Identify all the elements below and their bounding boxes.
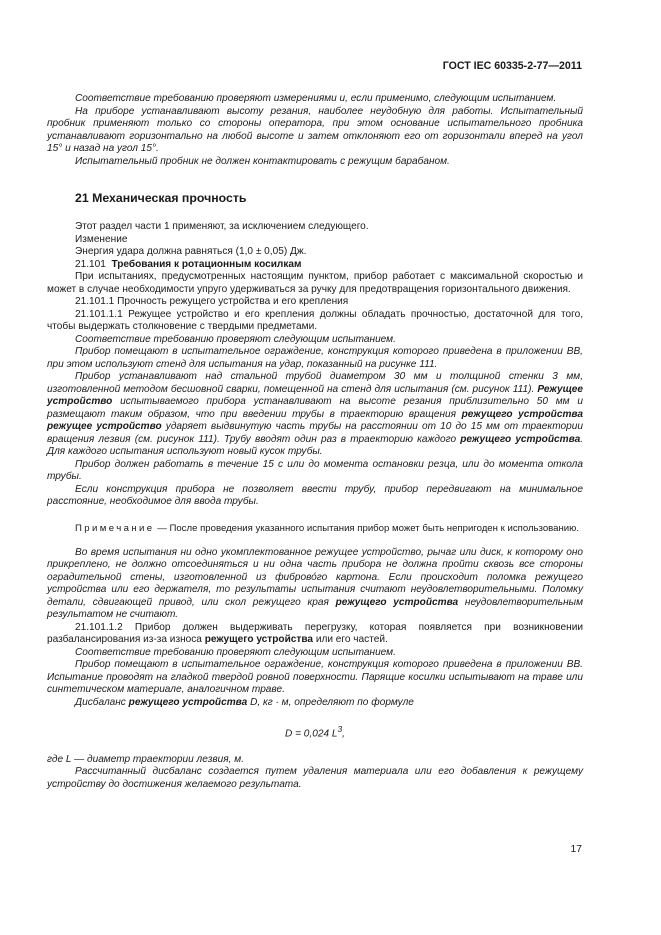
text-run: или его держателя, то результаты испытания считают неудовлетворительными. Поломку детали, сдвигающей привод, или скол режущего края bbox=[47, 584, 583, 608]
text-run: D, кг · м, определяют по формуле bbox=[247, 696, 414, 708]
page-header-standard: ГОСТ IEC 60335-2-77—2011 bbox=[442, 60, 582, 72]
paragraph: Если конструкция прибора не позволяет ввести трубу, прибор передвигают на минимальное расстояние, необходимое для ввода трубы. bbox=[47, 483, 583, 507]
paragraph: Прибор помещают в испытательное ограждение, конструкция которого приведена в приложении ВВ, при этом используют стенд для испытания на удар, показанный на рисунке 111. bbox=[47, 346, 583, 370]
paragraph: При испытаниях, предусмотренных настоящим пунктом, прибор работает с максимальной скоростью и может в случае необходимости упруго удерживаться за ручку для предотвращения горизонтального движения. bbox=[47, 271, 583, 295]
paragraph bbox=[47, 371, 583, 459]
page-number: 17 bbox=[570, 844, 582, 855]
paragraph: Прибор должен работать в течение 15 с или до момента остановки резца, или до момента откола трубы. bbox=[47, 458, 583, 482]
text-run: испытываемого прибора устанавливают на высоте резания приблизительно 50 мм и размещают таким образом, что при введении трубы в траекторию вращения bbox=[47, 396, 583, 420]
paragraph bbox=[47, 547, 583, 622]
paragraph: На приборе устанавливают высоту резания, наиболее неудобную для работы. Испытательный пробник применяют только со стороны оператора, при этом основание испытательного пробника устанавливают горизонтально на любой высоте и затем отклоняют его от горизонтали вперед на угол 15° и назад на угол 15°. bbox=[47, 105, 583, 154]
paragraph: Прибор помещают в испытательное ограждение, конструкция которого приведена в приложении ВВ. Испытание проводят на гладкой твердой ровной поверхности. Парящие косилки испытывают на траве или синтетическом материале, аналогичном траве. bbox=[47, 659, 583, 695]
note bbox=[47, 523, 583, 535]
paragraph: Соответствие требованию проверяют измерениями и, если применимо, следующим испытанием. bbox=[75, 93, 557, 104]
defined-term: режущего устройства bbox=[460, 433, 581, 445]
section-heading: 21 Механическая прочность bbox=[75, 191, 247, 205]
text-run: ударяет выдвинутую часть трубы на расстоянии от 10 до 15 мм от траектории вращения лезвия (см. рисунок 111). Трубу вводят один раз в траекторию каждого bbox=[47, 421, 583, 445]
defined-term: режущего устройства bbox=[128, 696, 248, 708]
defined-term: режущего устройства bbox=[204, 634, 314, 645]
text-run: режущего устройства bbox=[47, 571, 583, 595]
paragraph bbox=[47, 622, 583, 647]
paragraph: Энергия удара должна равняться (1,0 ± 0,05) Дж. bbox=[75, 246, 307, 257]
text-run: или его частей. bbox=[313, 634, 388, 645]
text-run: Дисбаланс bbox=[75, 696, 129, 708]
text-run: Прибор устанавливают над стальной трубой диаметром 30 мм и толщиной стенки 3 мм, изготовленной методом бесшовной сварки, помещенной на стенд для испытания (см. рисунок 111). bbox=[47, 371, 583, 395]
clause-number: 21.101 bbox=[75, 258, 106, 270]
paragraph: Испытательный пробник не должен контактировать с режущим барабаном. bbox=[75, 155, 450, 167]
paragraph: Изменение bbox=[75, 233, 128, 245]
clause-heading bbox=[47, 259, 583, 272]
formula-legend: где L — диаметр траектории лезвия, м. bbox=[47, 753, 244, 765]
paragraph: Рассчитанный дисбаланс создается путем удаления материала или его добавления к режущему устройству до достижения желаемого результата. bbox=[47, 766, 583, 790]
formula-expression: D = 0,024 L bbox=[285, 728, 338, 740]
paragraph: Соответствие требованию проверяют следующим испытанием. bbox=[75, 333, 396, 345]
paragraph bbox=[47, 697, 583, 710]
paragraph: 21.101.1.1 Режущее устройство и его крепления должны обладать прочностью, достаточной для того, чтобы выдержать столкновение с твердыми предметами. bbox=[47, 308, 583, 332]
text-run: . Для каждого испытания используют новый кусок трубы. bbox=[47, 433, 583, 457]
clause-title: Требования к ротационным косилкам bbox=[111, 258, 302, 270]
page-body bbox=[47, 93, 583, 791]
text-run: 21.101.1.2 Прибор должен выдерживать перегрузку, которая появляется при возникновении разбалансирования из-за износа bbox=[47, 621, 583, 645]
formula-punctuation: , bbox=[342, 728, 345, 740]
note-text: — После проведения указанного испытания прибор может быть непригоден к использованию. bbox=[154, 522, 580, 534]
text-run: Во время испытания ни одно укомплектованное режущее устройство, рычаг или диск, к которому оно прикреплено, не должно отсоединяться и ни одна часть прибора не должна пройти сквозь все стороны оградительной стены, изготовленной из фиброво́го картона. Если происходит поломка bbox=[47, 546, 583, 583]
defined-term: режущего устройства режущее устройство bbox=[47, 408, 583, 432]
text-run: неудовлетворительным результатом не считают. bbox=[47, 596, 583, 620]
defined-term: Режущее устройство bbox=[47, 383, 583, 407]
paragraph: 21.101.1 Прочность режущего устройства и его крепления bbox=[75, 296, 349, 307]
note-label: Примечание bbox=[75, 522, 155, 534]
paragraph: Соответствие требованию проверяют следующим испытанием. bbox=[75, 646, 396, 658]
formula bbox=[47, 723, 583, 741]
paragraph: Этот раздел части 1 применяют, за исключением следующего. bbox=[75, 221, 369, 232]
formula-exponent: 3 bbox=[337, 724, 343, 734]
defined-term: режущего устройства bbox=[335, 596, 459, 608]
